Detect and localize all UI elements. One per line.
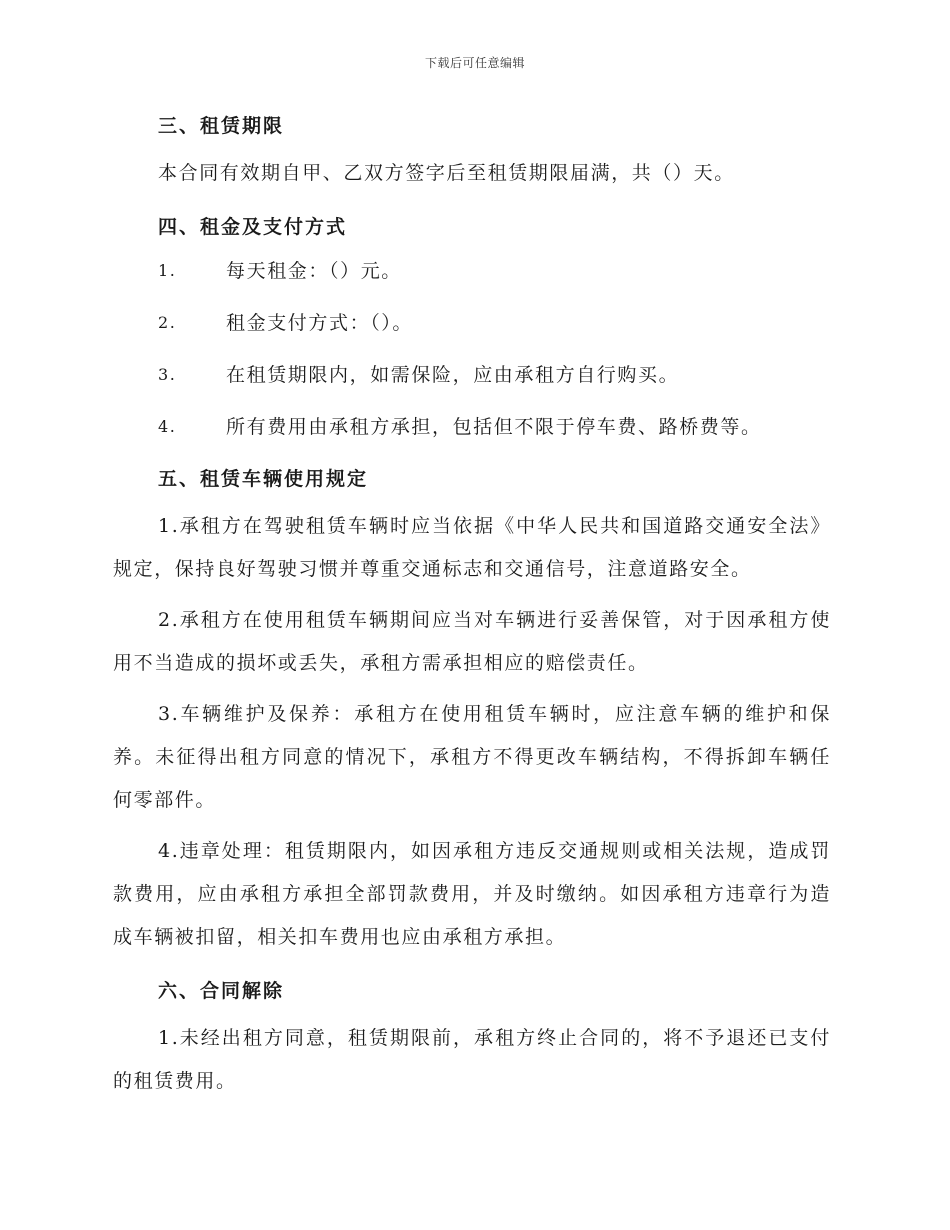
section-heading-lease-term: 三、租赁期限 [158,115,285,137]
list-item [113,297,831,349]
list-item-text: 在租赁期限内，如需保险，应由承租方自行购买。 [226,364,680,386]
section-heading-termination: 六、合同解除 [158,980,285,1002]
termination-paragraph: 1.未经出租方同意，租赁期限前，承租方终止合同的，将不予退还已支付的租赁费用。 [113,1027,831,1092]
lease-term-paragraph: 本合同有效期自甲、乙双方签字后至租赁期限届满，共（）天。 [158,162,735,184]
list-item-text: 所有费用由承租方承担，包括但不限于停车费、路桥费等。 [226,416,762,438]
vehicle-use-paragraph: 3.车辆维护及保养：承租方在使用租赁车辆时，应注意车辆的维护和保养。未征得出租方同意的情况下，承租方不得更改车辆结构，不得拆卸车辆任何零部件。 [113,703,831,811]
list-item-number: 2. [158,313,177,332]
list-item-text: 租金支付方式：（）。 [226,312,414,334]
vehicle-use-paragraph: 1.承租方在驾驶租赁车辆时应当依据《中华人民共和国道路交通安全法》规定，保持良好驾驶习惯并尊重交通标志和交通信号，注意道路安全。 [113,515,831,580]
vehicle-use-paragraph: 2.承租方在使用租赁车辆期间应当对车辆进行妥善保管，对于因承租方使用不当造成的损坏或丢失，承租方需承担相应的赔偿责任。 [113,609,831,674]
list-item-text: 每天租金：（）元。 [226,260,402,282]
section-heading-vehicle-use: 五、租赁车辆使用规定 [158,468,369,490]
vehicle-use-paragraph: 4.违章处理：租赁期限内，如因承租方违反交通规则或相关法规，造成罚款费用，应由承租方承担全部罚款费用，并及时缴纳。如因承租方违章行为造成车辆被扣留，相关扣车费用也应由承租方承担。 [113,840,831,948]
list-item-number: 1. [158,261,177,280]
list-item [113,401,831,453]
section-heading-rent-payment: 四、租金及支付方式 [158,216,348,238]
list-item-number: 3. [158,365,177,384]
page-header: 下载后可任意编辑 [424,56,525,70]
list-item [113,349,831,401]
list-item [113,245,831,297]
list-item-number: 4. [158,417,177,436]
document-body [113,108,831,1103]
